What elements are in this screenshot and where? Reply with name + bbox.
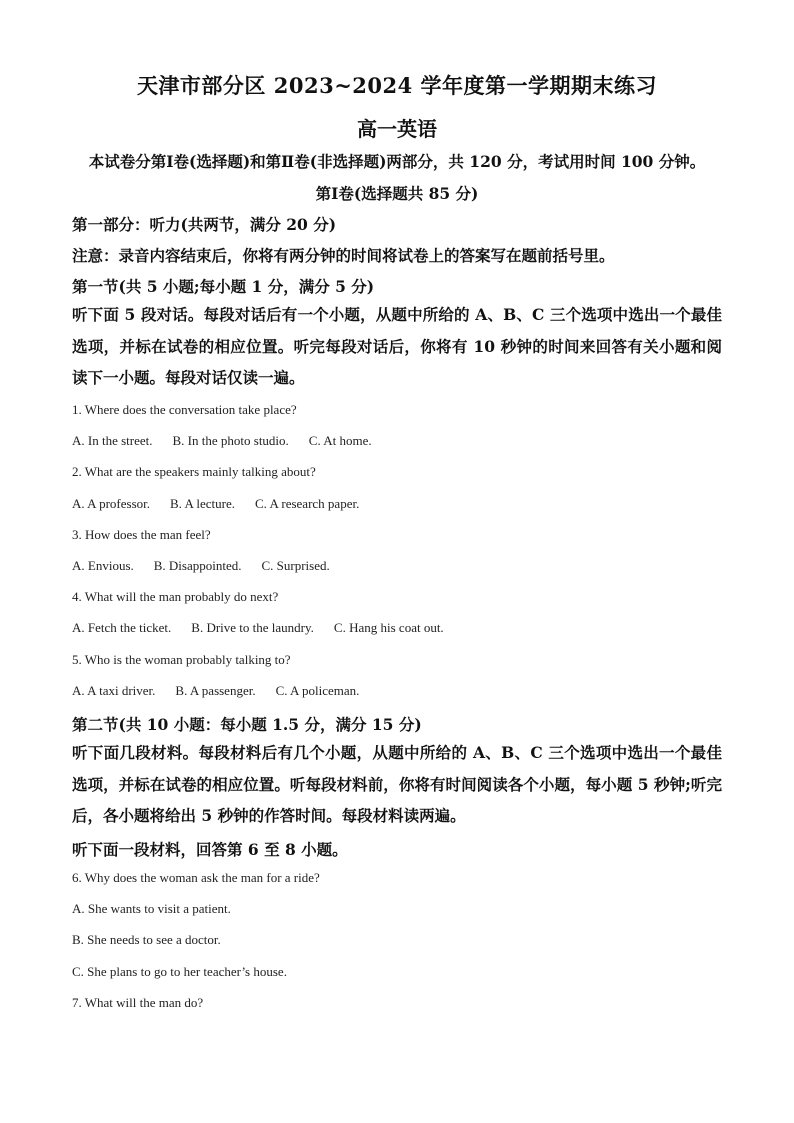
option-b: B. Disappointed.	[153, 558, 242, 573]
section2-heading: 第二节(共 10 小题：每小题 1.5 分，满分 15 分)	[72, 715, 422, 734]
option-b: B. A lecture.	[170, 496, 235, 511]
option-c: C. She plans to go to her teacher’s house.	[72, 964, 287, 979]
exam-intro: 本试卷分第Ⅰ卷(选择题)和第Ⅱ卷(非选择题)两部分，共 120 分，考试用时间 100 分钟。	[88, 152, 706, 171]
exam-title: 天津市部分区 2023~2024 学年度第一学期期末练习	[136, 73, 658, 98]
option-c: C. Surprised.	[261, 558, 330, 573]
option-a: A. In the street.	[72, 433, 153, 448]
question-options	[72, 433, 728, 449]
option-b: B. Drive to the laundry.	[191, 620, 314, 635]
option-c: C. A policeman.	[275, 683, 360, 698]
option-c: C. At home.	[308, 433, 372, 448]
option-a: A. Fetch the ticket.	[72, 620, 172, 635]
question-options	[72, 683, 728, 699]
question-stem: 6. Why does the woman ask the man for a ride?	[72, 870, 320, 885]
option-a: A. A taxi driver.	[72, 683, 156, 698]
question-options	[72, 558, 728, 574]
option-a: A. She wants to visit a patient.	[72, 901, 231, 916]
option-a: A. Envious.	[72, 558, 134, 573]
question-options	[72, 496, 728, 512]
volume-heading: 第Ⅰ卷(选择题共 85 分)	[315, 184, 479, 203]
option-c: C. A research paper.	[255, 496, 360, 511]
option-a: A. A professor.	[72, 496, 150, 511]
section1-heading: 第一节(共 5 小题;每小题 1 分，满分 5 分)	[72, 277, 375, 296]
question-stem: 1. Where does the conversation take place?	[72, 402, 297, 417]
question-stem: 3. How does the man feel?	[72, 527, 211, 542]
part1-heading: 第一部分：听力(共两节，满分 20 分)	[72, 215, 337, 234]
option-b: B. A passenger.	[175, 683, 256, 698]
question-options	[72, 620, 728, 636]
question-stem: 5. Who is the woman probably talking to?	[72, 652, 291, 667]
option-b: B. In the photo studio.	[172, 433, 289, 448]
question-stem: 4. What will the man probably do next?	[72, 589, 279, 604]
section2-instructions: 听下面几段材料。每段材料后有几个小题，从题中所给的 A、B、C 三个选项中选出一个最佳选项，并标在试卷的相应位置。听每段材料前，你将有时间阅读各个小题，每小题 5 秒钟;听完后，各小题将给出 5 秒钟的作答时间。每段材料读两遍。	[72, 743, 722, 825]
material-intro: 听下面一段材料，回答第 6 至 8 小题。	[72, 840, 348, 859]
part1-note: 注意：录音内容结束后，你将有两分钟的时间将试卷上的答案写在题前括号里。	[72, 246, 615, 265]
question-stem: 7. What will the man do?	[72, 995, 204, 1010]
exam-subject: 高一英语	[357, 117, 437, 141]
question-stem: 2. What are the speakers mainly talking about?	[72, 464, 316, 479]
section1-instructions: 听下面 5 段对话。每段对话后有一个小题，从题中所给的 A、B、C 三个选项中选出一个最佳选项，并标在试卷的相应位置。听完每段对话后，你将有 10 秒钟的时间来回答有关小题和阅读下一小题。每段对话仅读一遍。	[72, 305, 722, 387]
option-c: C. Hang his coat out.	[333, 620, 444, 635]
option-b: B. She needs to see a doctor.	[72, 932, 221, 947]
